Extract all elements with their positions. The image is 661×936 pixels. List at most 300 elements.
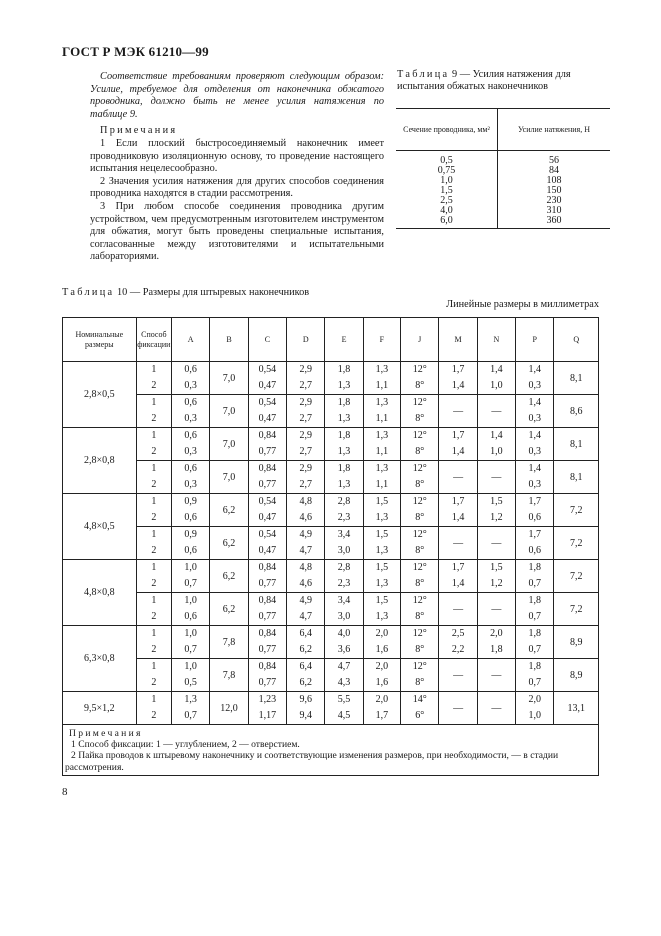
table10-cell-f: [363, 362, 400, 395]
table10-value-f: 1,3: [375, 512, 389, 523]
table10-value-p: 1,7: [528, 529, 542, 540]
table10-value-c: 1,23: [258, 694, 277, 705]
table10-value-c: 0,77: [258, 578, 277, 589]
table10-cell-q: 7,2: [554, 593, 599, 626]
table10-cell-e: [325, 659, 363, 692]
table10-cell-c: [248, 692, 286, 725]
table10-cell-e: [325, 362, 363, 395]
table10-cell-d: [287, 362, 325, 395]
table10-cell-e: [325, 560, 363, 593]
table10-value-c: 0,54: [258, 364, 277, 375]
table10-value-c: 0,84: [258, 595, 277, 606]
requirements-text: [90, 71, 384, 264]
table9: [396, 108, 610, 229]
table10-value-j: 8°: [415, 479, 425, 490]
table10-cell-a: [172, 593, 210, 626]
table10-notes: [62, 725, 599, 776]
table10-value-e: 3,6: [337, 644, 351, 655]
table10-value-f: 1,7: [375, 710, 389, 721]
table10-value-d: 9,4: [299, 710, 312, 721]
table10-cell-d: [287, 494, 325, 527]
table10-cell-sp: [136, 395, 171, 428]
table9-row: [396, 216, 610, 229]
table10-cell-d: [287, 428, 325, 461]
table10-value-p: 2,0: [528, 694, 542, 705]
table10-value-f: 2,0: [375, 661, 389, 672]
table10-value-sp: 1: [151, 364, 157, 375]
table10-value-a: 0,6: [184, 611, 197, 622]
table10-value-p: 1,4: [528, 430, 542, 441]
table10-cell-m: —: [439, 527, 477, 560]
table10-cell-n: —: [477, 692, 515, 725]
table10-cell-m: —: [439, 593, 477, 626]
table10-value-j: 8°: [415, 578, 425, 589]
table10-cell-a: [172, 527, 210, 560]
table10-value-f: 1,3: [375, 578, 389, 589]
table10-cell-f: [363, 527, 400, 560]
table10-value-sp: 1: [151, 694, 157, 705]
table10-cell-j: [401, 626, 439, 659]
table10-value-a: 0,6: [184, 364, 197, 375]
table10-value-m: 2,5: [451, 628, 465, 639]
table10-cell-e: [325, 494, 363, 527]
table10-cell-a: [172, 362, 210, 395]
table10-cell-p: [516, 593, 554, 626]
table10-cell-m: [439, 428, 477, 461]
table10-value-c: 1,17: [258, 710, 277, 721]
table10-cell-size: 9,5×1,2: [63, 692, 137, 725]
table10-value-p: 1,7: [528, 496, 542, 507]
table10-value-e: 5,5: [337, 694, 351, 705]
table9-cell-section: 1,5: [396, 186, 498, 196]
table10-cell-c: [248, 659, 286, 692]
table9-cell-section: 2,5: [396, 196, 498, 206]
table10-value-e: 1,8: [337, 364, 351, 375]
table10-cell-m: —: [439, 395, 477, 428]
table10-value-n: 1,4: [490, 364, 503, 375]
table10-cell-sp: [136, 362, 171, 395]
table10-value-sp: 2: [151, 446, 157, 457]
table10-cell-n: [477, 428, 515, 461]
table10-cell-size: 2,8×0,5: [63, 362, 137, 428]
table10-row: [63, 626, 599, 659]
table10-value-j: 12°: [412, 463, 427, 474]
table10-value-sp: 2: [151, 479, 157, 490]
table10-row: [63, 461, 599, 494]
table10-value-j: 8°: [415, 380, 425, 391]
table10-value-c: 0,84: [258, 463, 277, 474]
table10-value-f: 1,5: [375, 595, 389, 606]
table10-cell-sp: [136, 527, 171, 560]
table10-value-f: 1,3: [375, 364, 389, 375]
table10-value-p: 0,7: [528, 644, 542, 655]
table10-value-j: 8°: [415, 677, 425, 688]
table9-row: [396, 206, 610, 216]
table10-cell-d: [287, 560, 325, 593]
table10-value-f: 1,5: [375, 529, 389, 540]
table10-cell-f: [363, 626, 400, 659]
table10-value-f: 1,3: [375, 430, 389, 441]
table10-value-a: 0,6: [184, 397, 197, 408]
table10-value-j: 6°: [415, 710, 425, 721]
table10-cell-p: [516, 527, 554, 560]
table10-value-sp: 2: [151, 578, 157, 589]
table10-value-d: 4,8: [299, 562, 312, 573]
table10-value-n: 1,0: [490, 446, 503, 457]
table10-value-a: 0,6: [184, 430, 197, 441]
table10-caption-word: Таблица: [62, 287, 115, 298]
table10-value-j: 12°: [412, 397, 427, 408]
table10-value-d: 9,6: [299, 694, 312, 705]
notes-heading: Примечания: [100, 125, 178, 137]
table10-cell-q: 8,6: [554, 395, 599, 428]
table10-value-c: 0,47: [258, 512, 277, 523]
table10-cell-e: [325, 428, 363, 461]
table10-cell-b: 7,8: [210, 626, 248, 659]
table10-value-p: 1,4: [528, 364, 542, 375]
table9-header-force: Усилие натяжения, Н: [498, 109, 611, 151]
table10-value-a: 0,7: [184, 710, 197, 721]
table10-cell-c: [248, 560, 286, 593]
table10-cell-sp: [136, 593, 171, 626]
table10-value-m: 1,4: [451, 578, 465, 589]
table10-value-f: 1,6: [375, 644, 389, 655]
table10-value-c: 0,84: [258, 628, 277, 639]
table10-cell-d: [287, 593, 325, 626]
table10-value-j: 12°: [412, 364, 427, 375]
table10-cell-e: [325, 593, 363, 626]
table10-cell-f: [363, 428, 400, 461]
table10-cell-m: —: [439, 659, 477, 692]
table10-caption-text: 10 — Размеры для штыревых наконечников: [117, 287, 310, 298]
table10-cell-m: —: [439, 461, 477, 494]
verification-paragraph: Соответствие требованиям проверяют следующим образом: Усилие, требуемое для отделения от наконечника обжатого проводника, должно быть не менее усилия натяжения по таблице 9.: [90, 71, 384, 120]
table10-value-d: 4,6: [299, 512, 312, 523]
table10-value-d: 6,4: [299, 661, 312, 672]
table10-header-7: F: [363, 318, 400, 362]
table10-cell-e: [325, 626, 363, 659]
table10-cell-b: 7,0: [210, 395, 248, 428]
table10-cell-size: 4,8×0,8: [63, 560, 137, 626]
table10-value-j: 14°: [412, 694, 427, 705]
table10-value-e: 3,0: [337, 545, 351, 556]
table10-row: [63, 362, 599, 395]
table9-cell-section: 0,75: [396, 166, 498, 176]
table10-value-f: 1,3: [375, 611, 389, 622]
table10-value-e: 1,3: [337, 446, 351, 457]
table10-value-d: 6,2: [299, 677, 312, 688]
table10-cell-f: [363, 692, 400, 725]
table10-row: [63, 692, 599, 725]
table10-value-sp: 1: [151, 397, 157, 408]
table10-value-a: 0,7: [184, 644, 197, 655]
table10-value-p: 0,6: [528, 512, 542, 523]
table10-cell-b: 7,0: [210, 461, 248, 494]
table10-value-d: 2,9: [299, 397, 312, 408]
table10-cell-b: 7,0: [210, 428, 248, 461]
table10-value-sp: 2: [151, 611, 157, 622]
table10-cell-d: [287, 626, 325, 659]
table10-cell-q: 8,1: [554, 428, 599, 461]
table10-value-d: 4,7: [299, 611, 312, 622]
table10-value-a: 1,0: [184, 595, 197, 606]
table10-value-p: 0,7: [528, 677, 542, 688]
table10-value-n: 1,0: [490, 380, 503, 391]
table10-cell-d: [287, 395, 325, 428]
table10-value-d: 2,9: [299, 463, 312, 474]
table10-cell-c: [248, 461, 286, 494]
table10-cell-n: —: [477, 593, 515, 626]
table10-cell-sp: [136, 461, 171, 494]
table10-value-n: 1,5: [490, 496, 503, 507]
table10-cell-p: [516, 494, 554, 527]
table10-value-p: 1,8: [528, 628, 542, 639]
table10: [62, 317, 599, 725]
note-2: 2 Значения усилия натяжения для других способов соединения проводника находятся в стадии рассмотрения.: [90, 175, 384, 200]
table10-value-c: 0,77: [258, 479, 277, 490]
page-number: 8: [62, 786, 68, 798]
table10-value-n: 2,0: [490, 628, 503, 639]
table10-value-e: 1,8: [337, 430, 351, 441]
table10-value-p: 0,7: [528, 611, 542, 622]
table10-cell-q: 7,2: [554, 494, 599, 527]
table10-header-2: A: [172, 318, 210, 362]
table9-caption: [397, 69, 607, 92]
table10-cell-f: [363, 461, 400, 494]
table10-cell-c: [248, 494, 286, 527]
table10-value-j: 12°: [412, 496, 427, 507]
table10-cell-f: [363, 659, 400, 692]
table10-value-m: 1,4: [451, 512, 465, 523]
table10-value-c: 0,54: [258, 397, 277, 408]
table10-cell-b: 6,2: [210, 593, 248, 626]
table10-header-12: Q: [554, 318, 599, 362]
table10-value-d: 6,4: [299, 628, 312, 639]
table10-cell-f: [363, 593, 400, 626]
table10-row: [63, 494, 599, 527]
table10-value-f: 1,1: [375, 446, 389, 457]
table10-cell-e: [325, 461, 363, 494]
table10-cell-e: [325, 527, 363, 560]
table10-value-d: 4,9: [299, 595, 312, 606]
table10-value-a: 0,3: [184, 380, 197, 391]
table10-cell-m: [439, 626, 477, 659]
table10-header-3: B: [210, 318, 248, 362]
table10-value-j: 8°: [415, 545, 425, 556]
table10-cell-a: [172, 395, 210, 428]
table10-header-5: D: [287, 318, 325, 362]
table10-value-sp: 2: [151, 380, 157, 391]
table10-value-f: 1,1: [375, 413, 389, 424]
table10-value-j: 8°: [415, 611, 425, 622]
document-title: ГОСТ Р МЭК 61210—99: [62, 44, 209, 59]
table10-cell-q: 8,1: [554, 362, 599, 395]
table10-value-a: 0,7: [184, 578, 197, 589]
table10-value-e: 4,5: [337, 710, 351, 721]
table10-value-c: 0,47: [258, 545, 277, 556]
table9-row: [396, 151, 610, 167]
table10-header-9: M: [439, 318, 477, 362]
table10-cell-size: 2,8×0,8: [63, 428, 137, 494]
table10-cell-m: [439, 494, 477, 527]
table10-value-c: 0,84: [258, 430, 277, 441]
table10-cell-d: [287, 527, 325, 560]
table10-value-f: 1,1: [375, 479, 389, 490]
table10-cell-a: [172, 428, 210, 461]
table10-cell-d: [287, 692, 325, 725]
table10-value-j: 12°: [412, 529, 427, 540]
table10-value-m: 1,7: [451, 496, 465, 507]
table10-value-sp: 1: [151, 628, 157, 639]
table10-cell-q: 8,9: [554, 626, 599, 659]
table10-value-d: 6,2: [299, 644, 312, 655]
table10-value-a: 1,0: [184, 661, 197, 672]
table10-value-j: 8°: [415, 644, 425, 655]
table10-value-e: 1,3: [337, 413, 351, 424]
table10-cell-sp: [136, 626, 171, 659]
table10-value-a: 0,9: [184, 529, 197, 540]
table10-value-a: 1,0: [184, 628, 197, 639]
table10-value-f: 1,6: [375, 677, 389, 688]
table10-cell-c: [248, 626, 286, 659]
table9-cell-section: 4,0: [396, 206, 498, 216]
table10-value-sp: 1: [151, 661, 157, 672]
table9-cell-section: 6,0: [396, 216, 498, 229]
table10-value-d: 2,7: [299, 446, 312, 457]
table10-cell-d: [287, 461, 325, 494]
table10-cell-j: [401, 461, 439, 494]
table10-value-f: 1,5: [375, 562, 389, 573]
table10-value-d: 4,9: [299, 529, 312, 540]
table10-row: [63, 395, 599, 428]
table10-value-d: 4,7: [299, 545, 312, 556]
table10-header-1: Способ фиксации: [136, 318, 171, 362]
table10-value-n: 1,2: [490, 512, 503, 523]
table10-cell-q: 13,1: [554, 692, 599, 725]
table10-row: [63, 659, 599, 692]
table9-cell-force: 56: [549, 155, 559, 166]
table10-cell-p: [516, 626, 554, 659]
table10-value-sp: 2: [151, 710, 157, 721]
table10-value-c: 0,47: [258, 413, 277, 424]
table9-cell-force: 310: [546, 205, 562, 216]
table10-row: [63, 593, 599, 626]
table10-cell-m: [439, 362, 477, 395]
table10-value-j: 8°: [415, 446, 425, 457]
table10-units: Линейные размеры в миллиметрах: [446, 299, 599, 310]
table10-cell-j: [401, 362, 439, 395]
table10-cell-size: 4,8×0,5: [63, 494, 137, 560]
table10-cell-j: [401, 659, 439, 692]
table10-value-f: 2,0: [375, 694, 389, 705]
table10-value-f: 1,3: [375, 397, 389, 408]
table9-cell-section: 0,5: [396, 151, 498, 167]
table10-cell-j: [401, 560, 439, 593]
table10-cell-j: [401, 527, 439, 560]
table10-cell-p: [516, 692, 554, 725]
table10-value-sp: 1: [151, 562, 157, 573]
table10-value-e: 4,3: [337, 677, 351, 688]
table10-value-d: 2,9: [299, 364, 312, 375]
table10-cell-b: 6,2: [210, 494, 248, 527]
table10-cell-p: [516, 560, 554, 593]
table10-value-m: 2,2: [451, 644, 465, 655]
table10-value-e: 3,0: [337, 611, 351, 622]
table10-value-c: 0,84: [258, 562, 277, 573]
table10-cell-sp: [136, 494, 171, 527]
table10-value-m: 1,4: [451, 446, 465, 457]
table10-value-sp: 2: [151, 413, 157, 424]
table10-value-c: 0,77: [258, 611, 277, 622]
table10-header-11: P: [516, 318, 554, 362]
table10-value-sp: 1: [151, 430, 157, 441]
note-1: 1 Если плоский быстросоединяемый наконечник имеет проводниковую изоляционную основу, то проведение настоящего испытания нецелесообразно.: [90, 137, 384, 175]
table10-value-e: 2,3: [337, 512, 351, 523]
table10-value-d: 4,8: [299, 496, 312, 507]
table10-value-sp: 2: [151, 545, 157, 556]
table10-value-a: 0,9: [184, 496, 197, 507]
table10-value-j: 12°: [412, 661, 427, 672]
table10-value-d: 2,9: [299, 430, 312, 441]
table10-value-f: 1,3: [375, 545, 389, 556]
note-3: 3 При любом способе соединения проводника другим устройством, чем предусмотренным изготовителем инструментом для обжатия, могут быть проведены специальные испытания, согласованные между изготовителями и испытательными лабораториями.: [90, 200, 384, 263]
table10-value-d: 2,7: [299, 479, 312, 490]
table10-cell-size: 6,3×0,8: [63, 626, 137, 692]
table10-cell-n: —: [477, 461, 515, 494]
table10-value-c: 0,77: [258, 677, 277, 688]
table10-value-d: 2,7: [299, 380, 312, 391]
table10-note-2: 2 Пайка проводов к штыревому наконечнику и соответствующие изменения размеров, при необходимости, — в стадии рассмотрения.: [65, 750, 559, 773]
table9-caption-text: 9 — Усилия натяжения для испытания обжатых наконечников: [397, 69, 571, 92]
table10-value-d: 2,7: [299, 413, 312, 424]
table10-cell-d: [287, 659, 325, 692]
table10-value-n: 1,2: [490, 578, 503, 589]
table10-cell-c: [248, 362, 286, 395]
table10-value-c: 0,54: [258, 529, 277, 540]
table10-value-c: 0,84: [258, 661, 277, 672]
table10-note-1: 1 Способ фиксации: 1 — углублением, 2 — отверстием.: [71, 739, 300, 751]
table10-value-j: 12°: [412, 562, 427, 573]
table10-cell-a: [172, 692, 210, 725]
table10-cell-n: [477, 494, 515, 527]
table10-cell-p: [516, 362, 554, 395]
table10-value-d: 4,6: [299, 578, 312, 589]
table10-cell-n: —: [477, 527, 515, 560]
table10-value-a: 0,3: [184, 446, 197, 457]
table10-header-6: E: [325, 318, 363, 362]
table10-value-p: 1,8: [528, 661, 542, 672]
table10-cell-n: —: [477, 659, 515, 692]
table10-value-sp: 1: [151, 529, 157, 540]
table10-value-e: 3,4: [337, 595, 351, 606]
table10-cell-j: [401, 494, 439, 527]
table9-row: [396, 186, 610, 196]
table10-notes-heading: Примечания: [69, 728, 143, 739]
table10-value-e: 2,8: [337, 496, 351, 507]
table10-cell-c: [248, 593, 286, 626]
table10-value-a: 0,6: [184, 463, 197, 474]
table10-value-n: 1,5: [490, 562, 503, 573]
table10-cell-a: [172, 560, 210, 593]
table10-cell-q: 8,9: [554, 659, 599, 692]
table10-cell-b: 7,8: [210, 659, 248, 692]
table10-cell-n: —: [477, 395, 515, 428]
table10-value-p: 0,3: [528, 413, 542, 424]
table9-cell-force: 108: [546, 175, 562, 186]
table10-value-c: 0,54: [258, 496, 277, 507]
table10-header-4: C: [248, 318, 286, 362]
table10-cell-n: [477, 362, 515, 395]
